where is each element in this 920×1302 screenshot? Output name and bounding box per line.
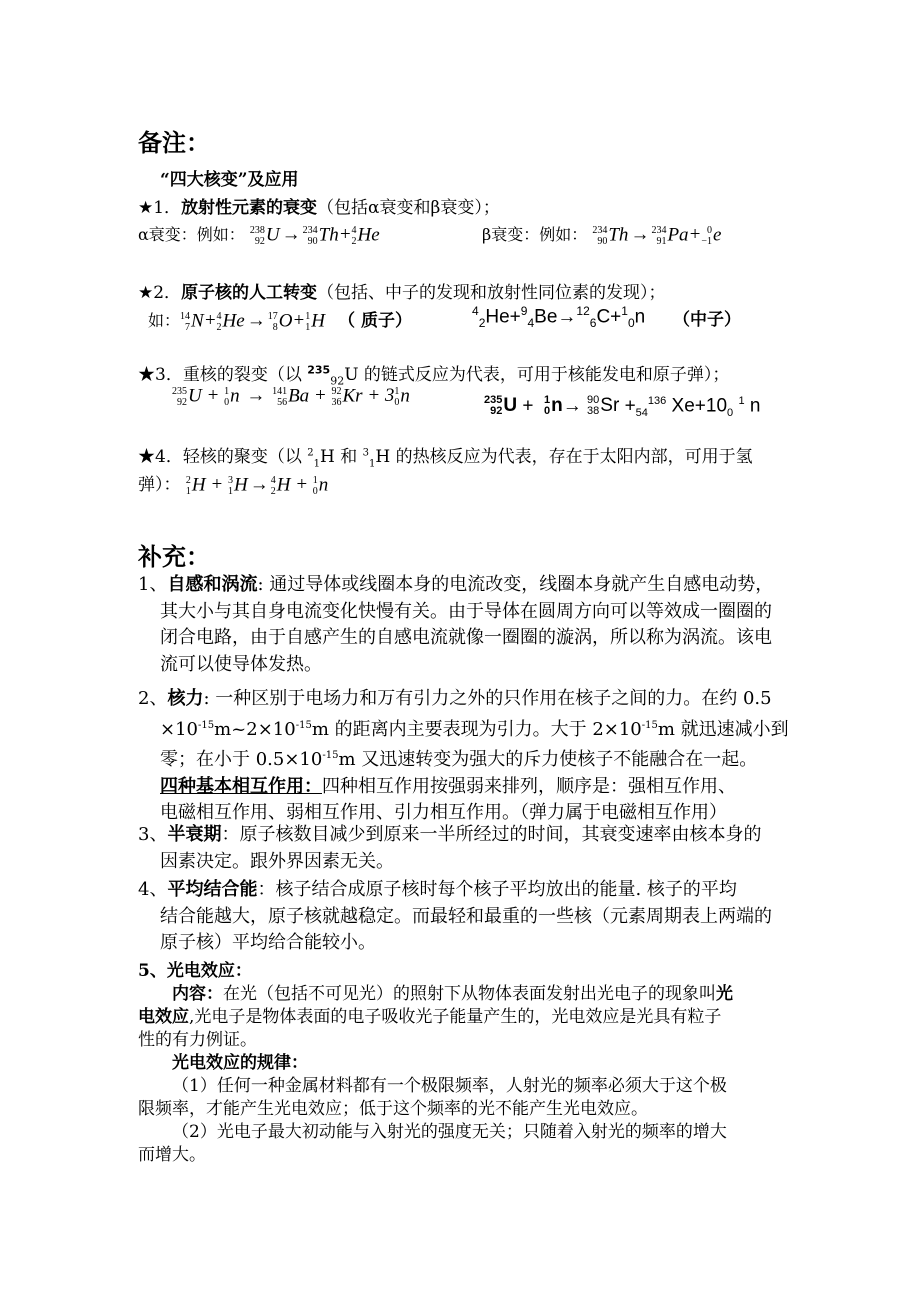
proton-example: [148, 306, 412, 333]
s1-head: 自感和涡流: [167, 574, 258, 595]
s5-r2a: （2）光电子最大初动能与入射光的强度无关；只随着入射光的频率的增大: [172, 1122, 727, 1142]
s4-head: 平均结合能: [167, 879, 258, 900]
s1-l2: 其大小与其自身电流变化快慢有关。由于导体在圆周方向可以等效成一圈圈的: [160, 600, 772, 622]
s5-law-head: 光电效应的规律：: [172, 1053, 308, 1073]
item4-h3: 3: [362, 447, 369, 459]
item1-head: 放射性元素的衰变: [181, 198, 318, 218]
s2-l1: : 一种区别于电场力和万有引力之外的只作用在核子之间的力。在约 0.5: [203, 688, 772, 709]
supplement-3: [138, 822, 761, 875]
s5-r2b: 而增大。: [138, 1145, 206, 1165]
s5-c2a: 电效应: [138, 1007, 189, 1027]
s2-l2b: m~2×10: [214, 718, 296, 740]
fission-equation-2: 235 92 U + 1 0 n→ 90 38 $Sr +_{54}^{136}$ $Xe+10_0$ $^1$ n: [484, 394, 761, 420]
item2-star: ★2．: [138, 283, 182, 303]
s5-c3: 性的有力例证。: [138, 1030, 257, 1050]
s5-r1b: 限频率，才能产生光电效应；低于这个频率的光不能产生光电效应。: [138, 1099, 648, 1119]
item2-head: 原子核的人工转变: [181, 283, 318, 303]
neutron-equation: $^4_2$He+$^9_4$Be→$^{12}_6$C+$^1_0$n: [472, 304, 646, 331]
item4-h3z: 1: [369, 458, 376, 470]
four-reactions-title: “四大核变”及应用: [160, 170, 299, 190]
s4-l1: ：核子结合成原子核时每个核子平均放出的能量. 核子的平均: [257, 879, 737, 900]
beta-example: [482, 222, 721, 247]
supplement-5: [138, 960, 733, 1167]
s2-l2d: m 就迅速减小到: [657, 718, 789, 740]
s2-exp-4: -15: [322, 750, 339, 761]
item4-text-a: ★4．轻核的聚变（以: [138, 447, 308, 467]
item4-h2: 2: [307, 447, 314, 459]
item1-star: ★1．: [138, 198, 182, 218]
s2-l2c: m 的距离内主要表现为引力。大于 2×10: [311, 718, 642, 740]
s5-content-head: 内容：: [172, 984, 223, 1004]
item2-rest: （包括、中子的发现和放射性同位素的发现）；: [317, 283, 666, 303]
buchong-title: 补充：: [138, 542, 210, 571]
s1-num: 1、: [138, 574, 168, 595]
s2-num: 2、: [138, 688, 168, 709]
s4-l3: 原子核）平均给合能较小。: [160, 932, 376, 953]
item2-prefix: 如：: [148, 311, 181, 330]
s2-l3a: 零；在小于 0.5×10: [160, 749, 323, 770]
s2-exp-1: -15: [198, 719, 215, 731]
s1-l4: 流可以使导体发热。: [160, 653, 322, 675]
item1-line: [138, 193, 500, 218]
supplement-2: [138, 686, 789, 827]
s1-l1: : 通过导体或线圈本身的电流改变，线圈本身就产生自感电动势，: [257, 574, 774, 595]
fission-equation-1: 235 92 U + 1 0 n → 141 56 Ba + 92 36 Kr + 3 1 0 n: [172, 385, 410, 408]
item4-line2-text: 弹）：: [138, 475, 181, 495]
item4-line1: [138, 442, 753, 469]
s5-c1a: 在光（包括不可见光）的照射下从物体表面发射出光电子的现象叫: [223, 984, 716, 1004]
beta-label: β衰变：例如：: [482, 225, 588, 244]
alpha-label: α衰变：例如：: [138, 225, 245, 244]
item4-text-c: H 的热核反应为代表，存在于太阳内部，可用于氢: [375, 447, 753, 467]
item3-line: [138, 360, 729, 387]
s3-l2: 因素决定。跟外界因素无关。: [160, 850, 394, 872]
s3-num: 3、: [138, 824, 168, 845]
four-interactions-l2: 电磁相互作用、弱相互作用、引力相互作用。（弹力属于电磁相互作用）: [160, 802, 727, 823]
item3-u-mass: 235: [307, 363, 331, 377]
s2-exp-3: -15: [641, 719, 658, 731]
s5-c2b: ,光电子是物体表面的电子吸收光子能量产生的，光电效应是光具有粒子: [189, 1007, 722, 1027]
fusion-equation: 2 1 H + 3 1 H → 4 2 H + 1 0 n: [185, 474, 329, 497]
item2-line: [138, 278, 666, 303]
proton-equation: 14 7 N+ 4 2 He → 17 8 O+ 1 1 H: [180, 310, 325, 333]
s5-head: 5、光电效应：: [138, 961, 252, 981]
item3-text-a: ★3．重核的裂变（以: [138, 365, 308, 385]
beta-equation: 234 90 Th → 234 91 Pa+ 0 −1 e: [592, 224, 722, 247]
s2-exp-2: -15: [295, 719, 312, 731]
s3-head: 半衰期: [167, 824, 222, 845]
item4-h2z: 1: [313, 458, 320, 470]
neutron-label: （中子）: [673, 310, 741, 330]
item1-rest: （包括α衰变和β衰变）；: [317, 198, 500, 218]
s5-c1b: 光: [716, 984, 733, 1004]
s2-l3b: m 又迅速转变为强大的斥力使核子不能融合在一起。: [338, 749, 758, 770]
beizhu-title: 备注：: [138, 128, 210, 157]
s4-l2: 结合能越大，原子核就越稳定。而最轻和最重的一些核（元素周期表上两端的: [160, 905, 772, 927]
alpha-example: [138, 222, 380, 247]
alpha-equation: 238 92 U → 234 90 Th+ 4 2 He: [249, 224, 380, 247]
s3-l1: ：原子核数目减少到原来一半所经过的时间，其衰变速率由核本身的: [221, 824, 762, 845]
s2-l2a: ×10: [160, 718, 198, 740]
item3-text-b: U 的链式反应为代表，可用于核能发电和原子弹）；: [344, 365, 730, 385]
supplement-1: [138, 572, 773, 678]
s1-l3: 闭合电路，由于自感产生的自感电流就像一圈圈的漩涡，所以称为涡流。该电: [160, 627, 772, 648]
item3-u-z: 92: [330, 374, 345, 388]
s4-num: 4、: [138, 879, 168, 900]
s5-r1a: （1）任何一种金属材料都有一个极限频率，人射光的频率必须大于这个极: [172, 1076, 727, 1096]
supplement-4: [138, 877, 772, 957]
four-interactions-head: 四种基本相互作用：: [160, 775, 322, 797]
s2-head: 核力: [167, 688, 204, 709]
proton-label: （ 质子）: [338, 311, 412, 331]
item4-line2: [138, 470, 328, 497]
item4-text-b: H 和: [319, 447, 363, 467]
four-interactions-l1: 四种相互作用按强弱来排列，顺序是：强相互作用、: [322, 775, 736, 797]
